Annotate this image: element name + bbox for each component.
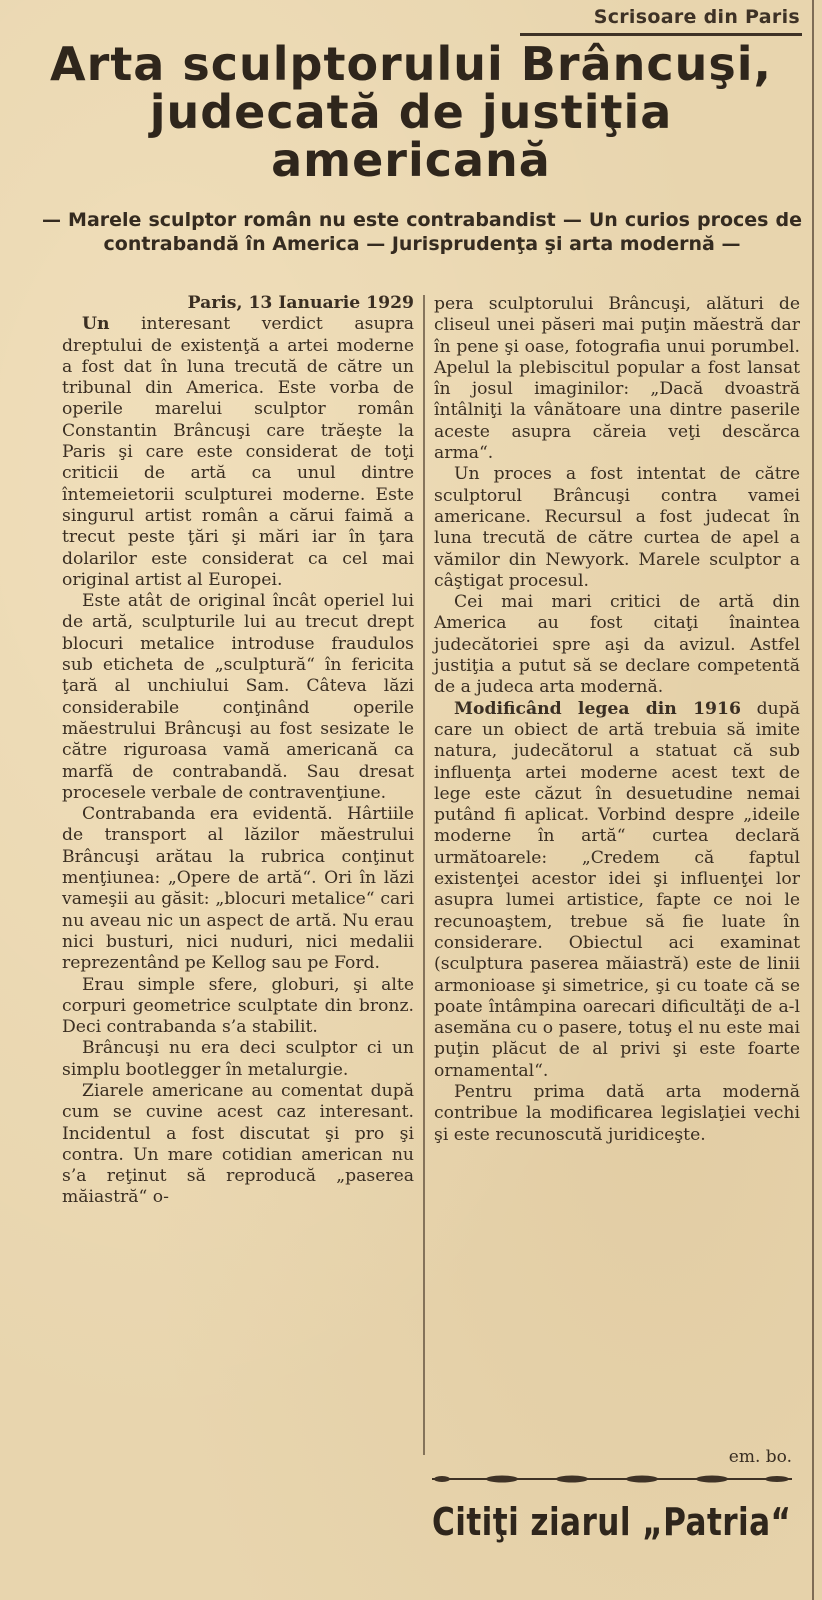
- paragraph: [62, 314, 414, 591]
- article-headline: [20, 37, 802, 187]
- dateline: Paris, 13 Ianuarie 1929: [187, 293, 414, 313]
- paragraph-text: Contrabanda era evidentă. Hârtiile de transport al lăzilor măestrului Brâncuşi arătau la rubrica conţinut menţiunea: „Opere de artă“. Ori în lăzi vameşii au găsit: „blocuri metalice“ cari nu aveau nic un aspect de artă. Nu erau nici busturi, nici nuduri, nici medalii reprezentând pe Kellog sau pe Ford.: [62, 804, 414, 974]
- paragraph-lead: Modificând legea din 1916: [454, 698, 741, 719]
- article-subheadline: — Marele sculptor român nu este contrabandist — Un curios proces de contrabandă în America — Jurisprudenţa şi arta modernă —: [42, 209, 802, 255]
- paragraph: [434, 592, 800, 698]
- newspaper-advertisement: Citiţi ziarul „Patria“: [432, 1500, 792, 1544]
- paragraph-text: interesant verdict asupra dreptului de existenţă a artei moderne a fost dat în luna trecută de către un tribunal din America. Este vorba de operile marelui sculptor român Constantin Brâncuşi care trăeşte la Paris şi care este considerat de toţi criticii de artă ca unul dintre întemeietorii sculpturei moderne. Este singurul artist român a cărui faimă a trecut peste ţări şi mări iar în ţara dolarilor este considerat ca cel mai original artist al Europei.: [62, 314, 414, 590]
- paragraph-text: după care un obiect de artă trebuia să imite natura, judecătorul a statuat că sub influenţa artei moderne acest text de lege este căzut în desuetudine nemai putând fi aplicat. Vorbind despre „ideile moderne în artă“ curtea declară următoarele: „Credem că faptul existenţei acestor idei şi influenţei lor asupra lumei artistice, fapte ce noi le recunoaştem, trebue să fie luate în considerare. Obiectul aci examinat (sculptura paserea măiastră) este de linii armonioase şi simetrice, şi cu toate că se poate întâmpina oarecari dificultăţi de a-l asemăna cu o pasere, totuş el nu este mai puţin plăcut de al privi şi este foarte ornamental“.: [434, 698, 800, 1081]
- headline-line: Arta sculptorului Brâncuşi,: [50, 37, 772, 91]
- paragraph-text: Brâncuşi nu era deci sculptor ci un simplu bootlegger în metalurgie.: [62, 1038, 414, 1080]
- section-label: Scrisoare din Paris: [593, 6, 800, 28]
- paragraph: [62, 975, 414, 1039]
- paragraph-lead: Un: [82, 314, 110, 335]
- paragraph-text: Este atât de original încât operiel lui de artă, sculpturile lui au trecut drept blocuri metalice introduse fraudulos sub eticheta de „sculptură“ în fericita ţară al unchiului Sam. Câteva lăzi considerabile conţinând operile măestrului Brâncuşi au fost sesizate le către riguroasa vamă americană ca marfă de contrabandă. Sau dresat procesele verbale de contravenţiune.: [62, 591, 414, 803]
- page-edge-rule: [812, 0, 814, 1600]
- paragraph-text: Cei mai mari critici de artă din America au fost citaţi înaintea judecătoriei spre aşi da avizul. Astfel justiţia a putut să se declare competentă de a judeca arta modernă.: [434, 592, 800, 698]
- paragraph-text: Ziarele americane au comentat după cum se cuvine acest caz interesant. Incidentul a fost discutat şi pro şi contra. Un mare cotidian american nu s’a reţinut să reproducă „paserea măiastră“ o-: [62, 1080, 414, 1208]
- headline-line: judecată de justiţia: [149, 85, 673, 139]
- paragraph-text: pera sculptorului Brâncuşi, alături de cliseul unei păseri mai puţin măestră dar în pene şi oase, fotografia unui porumbel. Apelul la plebiscitul popular a fost lansat în josul imaginilor: „Dacă dvoastră întâlniţi la vânătoare una dintre paserile aceste asupra căreia veţi descărca arma“.: [434, 294, 800, 464]
- article-column-right: [434, 294, 800, 1146]
- paragraph: [62, 591, 414, 804]
- paragraph: [62, 1038, 414, 1081]
- paragraph: [434, 294, 800, 464]
- section-label-underline: [520, 33, 802, 36]
- paragraph-text: Pentru prima dată arta modernă contribue la modificarea legislaţiei vechi şi este recunoscută juridiceşte.: [434, 1081, 800, 1145]
- column-divider: [423, 295, 425, 1455]
- paragraph: [434, 464, 800, 592]
- paragraph: [62, 804, 414, 974]
- headline-line: americană: [271, 133, 551, 187]
- paragraph: [434, 699, 800, 1082]
- article-column-left: [62, 293, 414, 1209]
- paragraph: [434, 1082, 800, 1146]
- paragraph-text: Un proces a fost intentat de către sculptorul Brâncuşi contra vamei americane. Recursul a fost judecat în luna trecută de către curtea de apel a vămilor din Newyork. Marele sculptor a câştigat procesul.: [434, 464, 800, 591]
- paragraph: [62, 1081, 414, 1209]
- ornamental-divider: [432, 1475, 792, 1483]
- author-signature: em. bo.: [728, 1447, 792, 1467]
- paragraph-text: Erau simple sfere, globuri, şi alte corpuri geometrice sculptate din bronz. Deci contrabanda s’a stabilit.: [62, 974, 414, 1038]
